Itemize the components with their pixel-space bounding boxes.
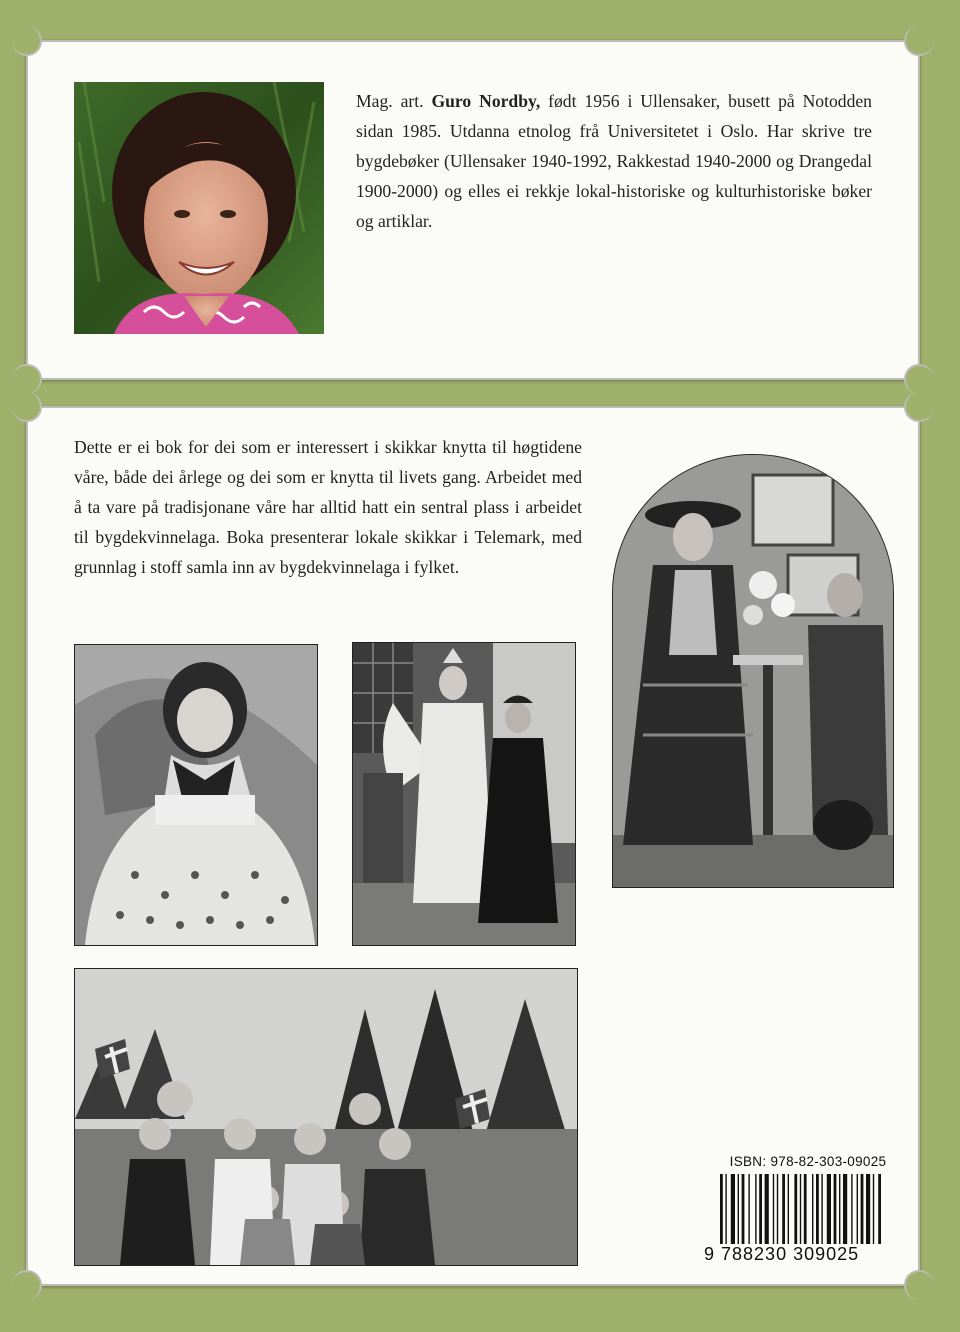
corner-notch xyxy=(12,364,42,394)
author-photo xyxy=(74,82,324,334)
barcode xyxy=(720,1174,892,1244)
corner-notch xyxy=(904,26,934,56)
corner-notch xyxy=(12,392,42,422)
corner-notch xyxy=(904,392,934,422)
photo-couple-in-bunad xyxy=(612,454,894,888)
author-panel xyxy=(26,40,920,380)
corner-notch xyxy=(904,1270,934,1300)
isbn-label: ISBN: 978-82-303-09025 xyxy=(729,1154,887,1169)
isbn-digits: 9 788230 309025 xyxy=(704,1244,860,1264)
corner-notch xyxy=(904,364,934,394)
photo-angel-and-woman xyxy=(352,642,576,946)
bio-prefix: Mag. art. xyxy=(356,91,432,111)
bio-text: født 1956 i Ullensaker, busett på Notodden sidan 1985. Utdanna etnolog frå Universitetet i Oslo. Har skrive tre bygdebøker (Ullensaker 1940-1992, Rakkestad 1940-2000 og Drangedal 1900-2000) og elles ei rekkje lokal-historiske og kulturhistoriske bøker og artiklar. xyxy=(356,91,872,231)
corner-notch xyxy=(12,26,42,56)
blurb-panel xyxy=(26,406,920,1286)
author-name: Guro Nordby, xyxy=(431,91,541,111)
blurb-text: Dette er ei bok for dei som er interessert i skikkar knytta til høgtidene våre, både dei årlege og dei som er knytta til livets gang. Arbeidet med å ta vare på tradisjonane våre har alltid hatt ein sentral plass i arbeidet til bygdekvinnelaga. Boka presenterar lokale skikkar i Telemark, med grunnlag i stoff samla inn av bygdekvinnelaga i fylket. xyxy=(74,437,582,577)
author-bio xyxy=(356,86,872,236)
photo-children-with-flags xyxy=(74,968,578,1266)
corner-notch xyxy=(12,1270,42,1300)
photo-child-in-bonnet xyxy=(74,644,318,946)
